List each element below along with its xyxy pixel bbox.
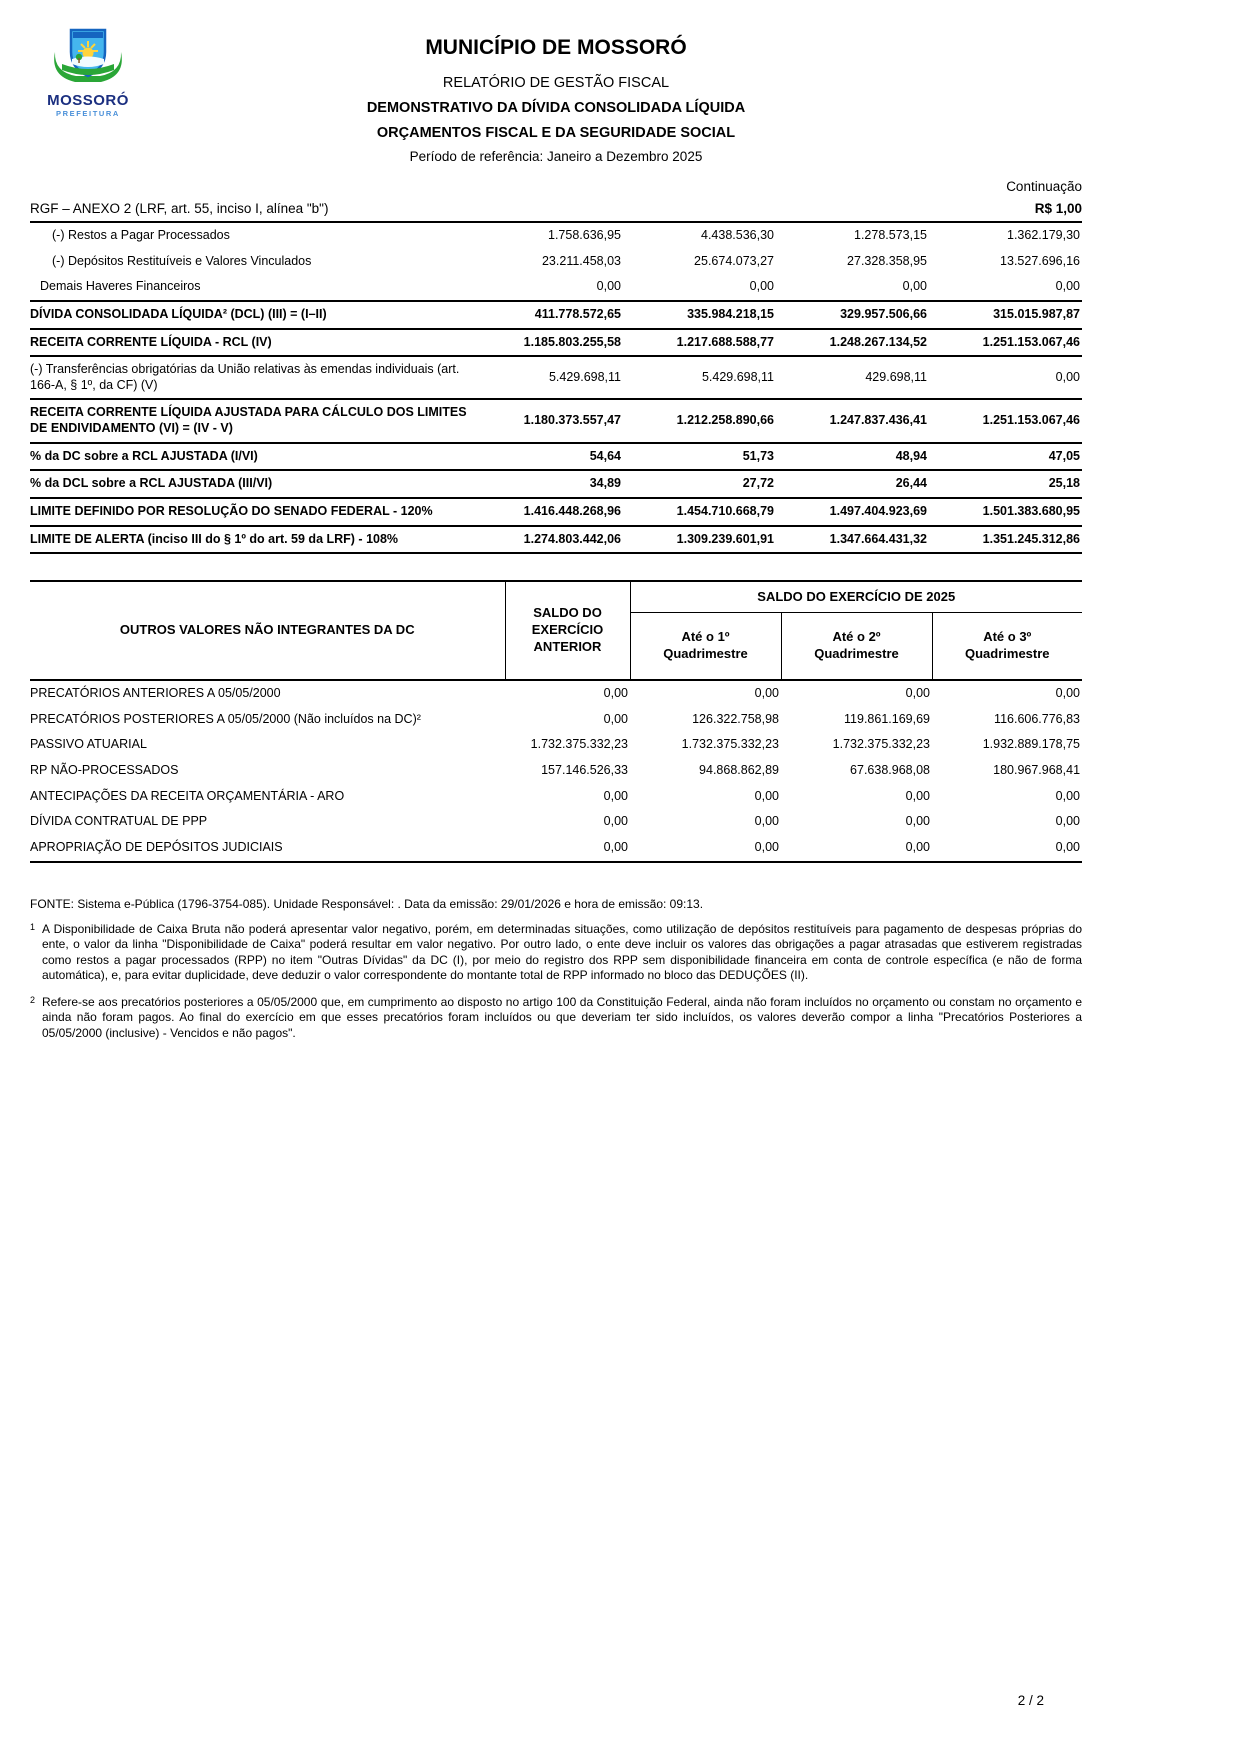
row-value: 0,00: [603, 814, 628, 829]
row-value: 411.778.572,65: [534, 306, 621, 321]
footnote-2: [30, 995, 1082, 1042]
row-value: 0,00: [754, 788, 779, 803]
row-label: DÍVIDA CONTRATUAL DE PPP: [30, 814, 208, 829]
table-row: [30, 809, 1082, 835]
currency-unit: R$ 1,00: [1034, 201, 1082, 216]
table-row: [30, 249, 1082, 275]
row-value: 0,00: [905, 788, 930, 803]
row-value: 0,00: [1055, 369, 1080, 384]
row-label: % da DC sobre a RCL AJUSTADA (I/VI): [30, 448, 258, 463]
row-value: 1.212.258.890,66: [676, 413, 774, 428]
row-value: 1.416.448.268,96: [523, 503, 621, 518]
row-value: 0,00: [754, 814, 779, 829]
row-value: 1.278.573,15: [854, 228, 927, 242]
annex-row: [30, 201, 1082, 223]
row-label: DÍVIDA CONSOLIDADA LÍQUIDA² (DCL) (III) = (I–II): [30, 306, 327, 321]
reference-period: Período de referência: Janeiro a Dezembro 2025: [409, 149, 703, 164]
row-value: 94.868.862,89: [699, 763, 779, 777]
row-value: 0,00: [905, 814, 930, 829]
row-value: 27.328.358,95: [847, 253, 927, 268]
row-value: 51,73: [742, 448, 774, 463]
row-value: 13.527.696,16: [1000, 253, 1080, 268]
column-header-label: OUTROS VALORES NÃO INTEGRANTES DA DC: [30, 581, 505, 680]
row-value: 335.984.218,15: [687, 306, 774, 321]
row-value: 1.309.239.601,91: [676, 531, 774, 546]
row-value: 26,44: [895, 476, 927, 491]
report-type: RELATÓRIO DE GESTÃO FISCAL: [442, 75, 670, 91]
row-value: 0,00: [1055, 788, 1081, 803]
row-value: 0,00: [603, 788, 628, 803]
column-header-q1: Até o 1º Quadrimestre: [663, 629, 748, 662]
footnote-number: 1: [30, 921, 36, 932]
table-row: [30, 758, 1082, 784]
table-row: [30, 274, 1082, 301]
row-value: 54,64: [589, 448, 621, 463]
row-value: 329.957.506,66: [840, 306, 927, 321]
other-values-table: [30, 580, 1082, 862]
logo-subname: PREFEITURA: [56, 108, 120, 118]
row-value: 1.180.373.557,47: [523, 413, 621, 428]
row-value: 47,05: [1048, 448, 1080, 463]
row-label: ANTECIPAÇÕES DA RECEITA ORÇAMENTÁRIA - ARO: [30, 788, 345, 803]
row-label: (-) Depósitos Restituíveis e Valores Vinculados: [52, 253, 312, 268]
column-group-header-2025: SALDO DO EXERCÍCIO DE 2025: [630, 581, 1082, 613]
report-header: [30, 0, 1082, 164]
column-header-q3: Até o 3º Quadrimestre: [932, 613, 1082, 681]
table-row: [30, 356, 1082, 399]
row-value: 0,00: [905, 839, 930, 854]
row-value: 0,00: [902, 279, 927, 294]
table-row: [30, 707, 1082, 733]
row-label: LIMITE DE ALERTA (inciso III do § 1º do art. 59 da LRF) - 108%: [30, 531, 399, 546]
row-value: 67.638.968,08: [850, 763, 930, 777]
table-row: [30, 399, 1082, 442]
logo-name: MOSSORÓ: [47, 92, 129, 109]
row-value: 48,94: [895, 448, 927, 463]
row-value: 1.248.267.134,52: [829, 334, 927, 349]
column-header-q2: Até o 2º Quadrimestre: [781, 613, 932, 681]
row-value: 1.247.837.436,41: [829, 413, 927, 428]
row-label: LIMITE DEFINIDO POR RESOLUÇÃO DO SENADO FEDERAL - 120%: [30, 503, 433, 518]
row-value: 25,18: [1048, 476, 1080, 491]
page-number: 2 / 2: [1017, 1693, 1044, 1708]
row-value: 1.274.803.442,06: [523, 531, 621, 546]
footnote-text: Refere-se aos precatórios posteriores a 05/05/2000 que, em cumprimento ao disposto no artigo 100 da Constituição Federal, ainda não foram incluídos no orçamento ou constam no orçamento e ainda não foram pagos. Ao final do exercício em que esses precatórios foram incluídos ou que deveriam ter sido incluídos, os valores deverão compor a linha "Precatórios Posteriores a 05/05/2000 (inclusive) - Vencidos e não pagos".: [42, 994, 1082, 1041]
row-value: 429.698,11: [865, 369, 927, 384]
row-value: 27,72: [742, 476, 774, 491]
table-row: [30, 526, 1082, 554]
report-title: DEMONSTRATIVO DA DÍVIDA CONSOLIDADA LÍQUIDA: [366, 100, 746, 116]
row-value: 1.347.664.431,32: [829, 531, 927, 546]
report-subtitle: ORÇAMENTOS FISCAL E DA SEGURIDADE SOCIAL: [376, 125, 736, 141]
row-value: 0,00: [603, 686, 628, 701]
row-value: 34,89: [589, 476, 621, 491]
table-row: [30, 301, 1082, 329]
source-line: FONTE: Sistema e-Pública (1796-3754-085). Unidade Responsável: . Data da emissão: 29/01/2026 e hora de emissão: 09:13.: [30, 896, 704, 911]
other-values-header: [30, 581, 1082, 680]
row-label: APROPRIAÇÃO DE DEPÓSITOS JUDICIAIS: [30, 839, 283, 854]
row-value: 1.251.153.067,46: [982, 413, 1080, 428]
table-row: [30, 443, 1082, 471]
dcl-table: [30, 223, 1082, 554]
row-label: RECEITA CORRENTE LÍQUIDA - RCL (IV): [30, 334, 272, 349]
table-row: [30, 498, 1082, 526]
column-header-previous-balance: SALDO DO EXERCÍCIO ANTERIOR: [505, 581, 630, 680]
row-label: PRECATÓRIOS ANTERIORES A 05/05/2000: [30, 686, 281, 701]
row-label: % da DCL sobre a RCL AJUSTADA (III/VI): [30, 476, 273, 491]
row-value: 1.185.803.255,58: [523, 334, 621, 349]
row-value: 25.674.073,27: [694, 253, 774, 268]
table-row: [30, 784, 1082, 810]
row-value: 1.454.710.668,79: [676, 503, 774, 518]
row-value: 5.429.698,11: [548, 369, 621, 384]
row-value: 0,00: [1055, 814, 1081, 829]
row-label: PRECATÓRIOS POSTERIORES A 05/05/2000 (Não incluídos na DC)²: [30, 711, 421, 726]
report-content: [30, 0, 1082, 1042]
row-value: 0,00: [1055, 839, 1081, 854]
row-value: 1.251.153.067,46: [982, 334, 1080, 349]
table-row: [30, 680, 1082, 707]
row-label: RECEITA CORRENTE LÍQUIDA AJUSTADA PARA CÁLCULO DOS LIMITES DE ENDIVIDAMENTO (VI) = (IV - V): [30, 405, 467, 435]
row-value: 1.501.383.680,95: [982, 503, 1080, 518]
footnote-text: A Disponibilidade de Caixa Bruta não poderá apresentar valor negativo, porém, em determinadas situações, como utilização de depósitos restituíveis para pagamento de despesas próprias do ente, o valor da linha "Disponibilidade de Caixa" poderá resultar em valor negativo. Por outro lado, o ente deve incluir os valores das obrigações a pagar atrasadas que estiverem registradas como restos a pagar processados (RPP) no item "Outras Dívidas" da DC (I), por meio do registro dos RPP sem disponibilidade financeira em conta de controle específica (e não de forma automática), e, para evitar duplicidade, deve deduzir o valor correspondente do montante total de RPP informado no bloco das DEDUÇÕES (II).: [42, 921, 1082, 983]
row-value: 126.322.758,98: [692, 711, 779, 726]
row-value: 1.732.375.332,23: [530, 737, 628, 752]
municipality-title: MUNICÍPIO DE MOSSORÓ: [425, 36, 687, 59]
row-value: 0,00: [754, 839, 779, 854]
row-value: 1.497.404.923,69: [829, 503, 927, 518]
row-value: 315.015.987,87: [993, 306, 1080, 321]
footnote-number: 2: [30, 994, 36, 1005]
row-label: (-) Restos a Pagar Processados: [52, 228, 230, 242]
table-row: [30, 732, 1082, 758]
row-value: 23.211.458,03: [541, 253, 621, 268]
row-value: 4.438.536,30: [701, 228, 774, 242]
continuation-label: Continuação: [1006, 179, 1082, 194]
annex-label: RGF – ANEXO 2 (LRF, art. 55, inciso I, alínea "b"): [30, 201, 329, 216]
row-value: 0,00: [603, 711, 628, 726]
row-value: 0,00: [596, 279, 621, 294]
row-value: 1.732.375.332,23: [681, 737, 779, 752]
row-value: 1.932.889.178,75: [982, 737, 1081, 752]
row-value: 0,00: [603, 839, 628, 854]
row-label: (-) Transferências obrigatórias da União relativas às emendas individuais (art. 166-A, § 1º, da CF) (V): [30, 362, 460, 392]
row-label: PASSIVO ATUARIAL: [30, 737, 147, 752]
row-value: 1.362.179,30: [1007, 228, 1080, 242]
row-value: 119.861.169,69: [844, 711, 930, 726]
table-row: [30, 329, 1082, 357]
row-value: 157.146.526,33: [541, 763, 628, 777]
table-row: [30, 223, 1082, 249]
table-row: [30, 470, 1082, 498]
row-value: 1.758.636,95: [548, 228, 621, 242]
row-value: 116.606.776,83: [994, 711, 1081, 726]
footnote-1: [30, 922, 1082, 984]
row-value: 1.351.245.312,86: [982, 531, 1080, 546]
row-value: 180.967.968,41: [993, 763, 1081, 777]
row-label: Demais Haveres Financeiros: [40, 279, 201, 294]
row-value: 1.217.688.588,77: [676, 334, 774, 349]
row-value: 0,00: [1055, 686, 1081, 701]
row-value: 0,00: [749, 279, 774, 294]
row-value: 0,00: [905, 686, 930, 701]
table-row: [30, 835, 1082, 862]
row-value: 5.429.698,11: [701, 369, 774, 384]
row-value: 0,00: [1055, 279, 1080, 294]
row-label: RP NÃO-PROCESSADOS: [30, 763, 179, 777]
row-value: 1.732.375.332,23: [832, 737, 930, 752]
row-value: 0,00: [754, 686, 779, 701]
